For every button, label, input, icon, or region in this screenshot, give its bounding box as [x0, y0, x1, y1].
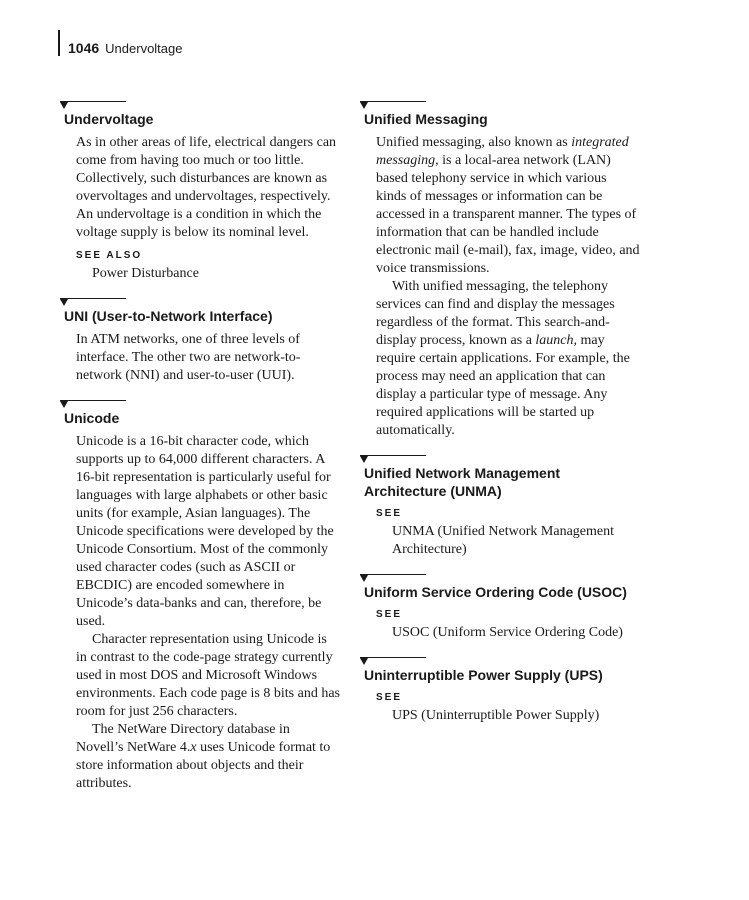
triangle-marker-icon	[60, 102, 68, 109]
entry-marker	[360, 454, 426, 464]
entry-term: UNI (User-to-Network Interface)	[64, 308, 273, 324]
running-header	[58, 30, 182, 56]
entry-body	[76, 134, 340, 242]
running-title: Undervoltage	[105, 41, 183, 56]
left-column	[60, 100, 340, 807]
page-number: 1046	[68, 40, 100, 56]
triangle-marker-icon	[360, 102, 368, 109]
triangle-marker-icon	[60, 299, 68, 306]
entry-body	[376, 134, 640, 440]
entry-term: Unicode	[64, 410, 120, 426]
right-column	[360, 100, 640, 739]
entry-paragraph: Character representation using Unicode is in contrast to the code-page strategy currently used in most DOS and Microsoft Windows environments. Each code page is 8 bits and has room for just 256 characters.	[76, 632, 340, 719]
entry-unma	[360, 454, 640, 559]
triangle-marker-icon	[360, 658, 368, 665]
entry-unicode	[60, 399, 340, 793]
see-also-label: SEE ALSO	[76, 250, 143, 261]
entry-marker	[360, 573, 426, 583]
entry-marker	[60, 100, 126, 110]
entry-term: Unified Network Management Architecture (UNMA)	[364, 465, 561, 499]
triangle-marker-icon	[360, 575, 368, 582]
entry-body	[76, 433, 340, 793]
cross-reference: UPS (Uninterruptible Power Supply)	[392, 708, 600, 723]
triangle-marker-icon	[60, 401, 68, 408]
entry-marker	[360, 656, 426, 666]
cross-reference: UNMA (Unified Network Management Architecture)	[392, 524, 615, 557]
cross-reference: Power Disturbance	[92, 266, 199, 281]
entry-paragraph: Unicode is a 16-bit character code, which supports up to 64,000 different characters. A 16-bit representation is particularly useful for languages with large alphabets or other basic units (for example, Asian languages). The Unicode specifications were developed by the Unicode Consortium. Most of the commonly used character codes (such as ASCII or EBCDIC) are encoded somewhere in Unicode’s data-banks and can, therefore, be used.	[76, 434, 334, 629]
entry-term: Uninterruptible Power Supply (UPS)	[364, 667, 603, 683]
entry-uni	[60, 297, 340, 385]
entry-undervoltage	[60, 100, 340, 283]
entry-paragraph: Unified messaging, also known as integrated messaging, is a local-area network (LAN) based telephony service in which various kinds of messages or information can be accessed in a transparent manner. The types of information that can be handled include electronic mail (e-mail), fax, image, video, and voice transmissions.	[376, 135, 640, 276]
entry-marker	[60, 399, 126, 409]
entry-paragraph: As in other areas of life, electrical dangers can come from having too much or too little. Collectively, such disturbances are known as overvoltages and undervoltages, respectively. An undervoltage is a condition in which the voltage supply is below its nominal level.	[76, 135, 337, 240]
entry-unified-messaging	[360, 100, 640, 440]
entry-paragraph: The NetWare Directory database in Novell’s NetWare 4.x uses Unicode format to store information about objects and their attributes.	[76, 722, 331, 791]
entry-body	[76, 331, 340, 385]
entry-term: Unified Messaging	[364, 111, 488, 127]
see-label: SEE	[376, 609, 403, 620]
see-label: SEE	[376, 692, 403, 703]
entry-term: Uniform Service Ordering Code (USOC)	[364, 584, 627, 600]
entry-ups	[360, 656, 640, 725]
entry-paragraph: In ATM networks, one of three levels of interface. The other two are network-to-network (NNI) and user-to-user (UUI).	[76, 332, 301, 383]
cross-reference: USOC (Uniform Service Ordering Code)	[392, 625, 623, 640]
entry-term: Undervoltage	[64, 111, 154, 127]
entry-paragraph: With unified messaging, the telephony services can find and display the messages regardless of the format. This search-and-display process, known as a launch, may require certain applications. For example, the process may need an application that can display a particular type of message. Any required applications will be started up automatically.	[376, 279, 630, 438]
entry-marker	[60, 297, 126, 307]
entry-marker	[360, 100, 426, 110]
see-label: SEE	[376, 508, 403, 519]
triangle-marker-icon	[360, 456, 368, 463]
entry-usoc	[360, 573, 640, 642]
